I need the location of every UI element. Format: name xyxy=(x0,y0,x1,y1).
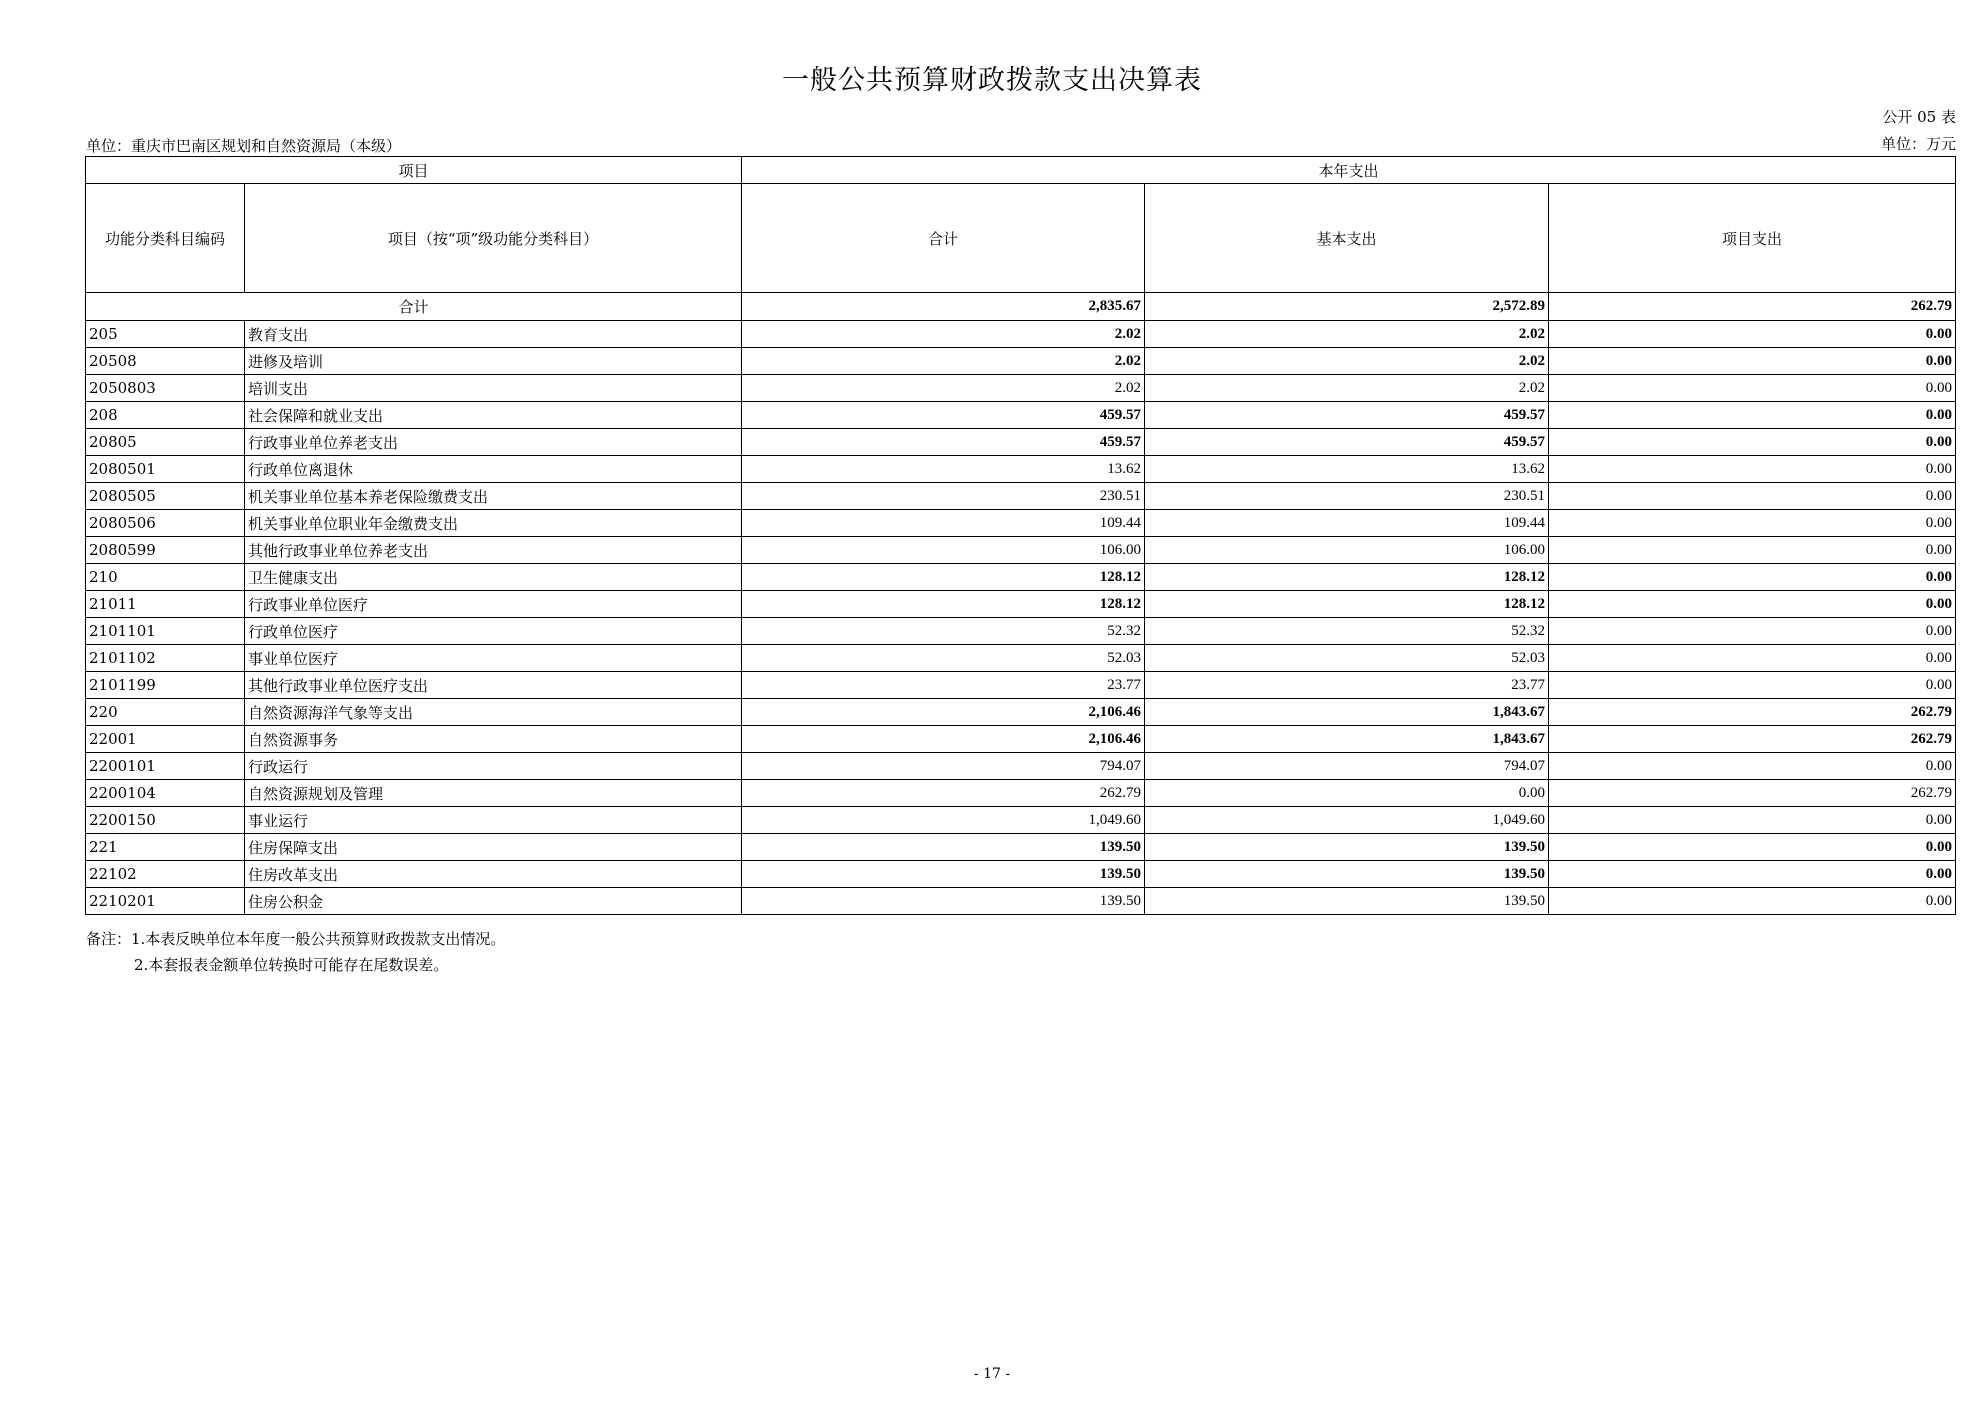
unit-organization: 单位：重庆市巴南区规划和自然资源局（本级） xyxy=(86,137,402,155)
row-project: 0.00 xyxy=(1549,348,1956,375)
row-basic: 139.50 xyxy=(1145,834,1549,861)
row-code: 208 xyxy=(86,402,245,429)
row-total: 128.12 xyxy=(742,591,1145,618)
table-row xyxy=(86,618,1956,645)
row-project: 0.00 xyxy=(1549,375,1956,402)
total-amount: 2,835.67 xyxy=(742,293,1145,321)
header-total: 合计 xyxy=(742,184,1145,293)
row-name: 行政运行 xyxy=(245,753,742,780)
row-total: 2,106.46 xyxy=(742,699,1145,726)
row-code: 20805 xyxy=(86,429,245,456)
row-total: 2.02 xyxy=(742,375,1145,402)
table-row xyxy=(86,402,1956,429)
row-project: 0.00 xyxy=(1549,807,1956,834)
table-row xyxy=(86,834,1956,861)
row-project: 0.00 xyxy=(1549,645,1956,672)
row-project: 0.00 xyxy=(1549,510,1956,537)
row-total: 109.44 xyxy=(742,510,1145,537)
row-total: 2.02 xyxy=(742,321,1145,348)
row-code: 22102 xyxy=(86,861,245,888)
row-total: 2.02 xyxy=(742,348,1145,375)
row-total: 459.57 xyxy=(742,402,1145,429)
table-row xyxy=(86,672,1956,699)
row-name: 进修及培训 xyxy=(245,348,742,375)
header-code: 功能分类科目编码 xyxy=(86,184,245,293)
row-project: 0.00 xyxy=(1549,483,1956,510)
row-code: 2080505 xyxy=(86,483,245,510)
row-total: 23.77 xyxy=(742,672,1145,699)
row-code: 2200104 xyxy=(86,780,245,807)
unit-currency: 单位：万元 xyxy=(1880,135,1956,153)
row-project: 0.00 xyxy=(1549,429,1956,456)
table-row xyxy=(86,537,1956,564)
row-name: 住房保障支出 xyxy=(245,834,742,861)
row-basic: 52.32 xyxy=(1145,618,1549,645)
row-code: 2080599 xyxy=(86,537,245,564)
row-name: 住房改革支出 xyxy=(245,861,742,888)
row-code: 2101199 xyxy=(86,672,245,699)
row-name: 事业运行 xyxy=(245,807,742,834)
row-code: 205 xyxy=(86,321,245,348)
row-project: 0.00 xyxy=(1549,591,1956,618)
row-project: 0.00 xyxy=(1549,537,1956,564)
row-name: 行政单位离退休 xyxy=(245,456,742,483)
row-total: 2,106.46 xyxy=(742,726,1145,753)
note-2: 2.本套报表金额单位转换时可能存在尾数误差。 xyxy=(134,956,449,974)
row-total: 262.79 xyxy=(742,780,1145,807)
row-name: 自然资源海洋气象等支出 xyxy=(245,699,742,726)
table-row xyxy=(86,861,1956,888)
row-code: 2080506 xyxy=(86,510,245,537)
table-row xyxy=(86,429,1956,456)
row-basic: 1,843.67 xyxy=(1145,726,1549,753)
header-row-1 xyxy=(86,157,1956,184)
note-1: 备注：1.本表反映单位本年度一般公共预算财政拨款支出情况。 xyxy=(86,930,506,948)
table-row xyxy=(86,780,1956,807)
row-project: 0.00 xyxy=(1549,672,1956,699)
total-row xyxy=(86,293,1956,321)
row-code: 2200101 xyxy=(86,753,245,780)
row-total: 13.62 xyxy=(742,456,1145,483)
header-basic: 基本支出 xyxy=(1145,184,1549,293)
row-project: 262.79 xyxy=(1549,780,1956,807)
table-row xyxy=(86,888,1956,915)
row-total: 139.50 xyxy=(742,834,1145,861)
row-name: 机关事业单位基本养老保险缴费支出 xyxy=(245,483,742,510)
row-project: 0.00 xyxy=(1549,321,1956,348)
header-name: 项目（按“项”级功能分类科目） xyxy=(245,184,742,293)
row-basic: 2.02 xyxy=(1145,348,1549,375)
row-basic: 2.02 xyxy=(1145,375,1549,402)
row-project: 0.00 xyxy=(1549,564,1956,591)
row-basic: 0.00 xyxy=(1145,780,1549,807)
row-total: 1,049.60 xyxy=(742,807,1145,834)
table-row xyxy=(86,375,1956,402)
row-basic: 2.02 xyxy=(1145,321,1549,348)
row-basic: 139.50 xyxy=(1145,861,1549,888)
total-project: 262.79 xyxy=(1549,293,1956,321)
row-basic: 459.57 xyxy=(1145,402,1549,429)
header-current-year: 本年支出 xyxy=(742,157,1956,184)
total-label: 合计 xyxy=(86,293,742,321)
table-row xyxy=(86,753,1956,780)
row-name: 行政事业单位养老支出 xyxy=(245,429,742,456)
row-project: 0.00 xyxy=(1549,861,1956,888)
row-basic: 106.00 xyxy=(1145,537,1549,564)
row-basic: 128.12 xyxy=(1145,564,1549,591)
table-row xyxy=(86,321,1956,348)
row-basic: 1,049.60 xyxy=(1145,807,1549,834)
page-number: - 17 - xyxy=(973,1366,1011,1382)
expenditure-table xyxy=(85,156,1956,915)
row-basic: 23.77 xyxy=(1145,672,1549,699)
table-row xyxy=(86,510,1956,537)
row-basic: 13.62 xyxy=(1145,456,1549,483)
row-total: 52.03 xyxy=(742,645,1145,672)
row-name: 事业单位医疗 xyxy=(245,645,742,672)
row-total: 139.50 xyxy=(742,888,1145,915)
row-project: 0.00 xyxy=(1549,834,1956,861)
row-basic: 794.07 xyxy=(1145,753,1549,780)
row-name: 自然资源事务 xyxy=(245,726,742,753)
row-code: 2101102 xyxy=(86,645,245,672)
row-total: 128.12 xyxy=(742,564,1145,591)
header-row-2 xyxy=(86,184,1956,293)
row-name: 社会保障和就业支出 xyxy=(245,402,742,429)
table-row xyxy=(86,591,1956,618)
total-basic: 2,572.89 xyxy=(1145,293,1549,321)
table-row xyxy=(86,699,1956,726)
row-code: 2050803 xyxy=(86,375,245,402)
row-total: 794.07 xyxy=(742,753,1145,780)
row-code: 210 xyxy=(86,564,245,591)
row-project: 0.00 xyxy=(1549,456,1956,483)
row-name: 机关事业单位职业年金缴费支出 xyxy=(245,510,742,537)
row-code: 2210201 xyxy=(86,888,245,915)
row-basic: 52.03 xyxy=(1145,645,1549,672)
row-project: 262.79 xyxy=(1549,699,1956,726)
row-name: 自然资源规划及管理 xyxy=(245,780,742,807)
row-name: 卫生健康支出 xyxy=(245,564,742,591)
row-name: 行政单位医疗 xyxy=(245,618,742,645)
page-title: 一般公共预算财政拨款支出决算表 xyxy=(782,65,1202,96)
row-code: 21011 xyxy=(86,591,245,618)
row-project: 0.00 xyxy=(1549,402,1956,429)
row-basic: 109.44 xyxy=(1145,510,1549,537)
row-basic: 128.12 xyxy=(1145,591,1549,618)
form-id: 公开 05 表 xyxy=(1882,108,1956,126)
row-name: 教育支出 xyxy=(245,321,742,348)
row-name: 其他行政事业单位养老支出 xyxy=(245,537,742,564)
row-code: 221 xyxy=(86,834,245,861)
table-row xyxy=(86,726,1956,753)
row-basic: 1,843.67 xyxy=(1145,699,1549,726)
row-total: 106.00 xyxy=(742,537,1145,564)
row-code: 2080501 xyxy=(86,456,245,483)
table-row xyxy=(86,807,1956,834)
row-total: 459.57 xyxy=(742,429,1145,456)
row-name: 行政事业单位医疗 xyxy=(245,591,742,618)
row-project: 0.00 xyxy=(1549,753,1956,780)
row-total: 139.50 xyxy=(742,861,1145,888)
table-row xyxy=(86,456,1956,483)
row-project: 0.00 xyxy=(1549,618,1956,645)
notes xyxy=(86,926,505,978)
row-code: 22001 xyxy=(86,726,245,753)
header-project: 项目 xyxy=(86,157,742,184)
row-total: 230.51 xyxy=(742,483,1145,510)
table-row xyxy=(86,645,1956,672)
table-row xyxy=(86,348,1956,375)
row-basic: 139.50 xyxy=(1145,888,1549,915)
row-name: 培训支出 xyxy=(245,375,742,402)
row-basic: 459.57 xyxy=(1145,429,1549,456)
row-total: 52.32 xyxy=(742,618,1145,645)
table-row xyxy=(86,564,1956,591)
row-code: 220 xyxy=(86,699,245,726)
row-code: 2200150 xyxy=(86,807,245,834)
row-project: 262.79 xyxy=(1549,726,1956,753)
row-code: 2101101 xyxy=(86,618,245,645)
row-code: 20508 xyxy=(86,348,245,375)
table-row xyxy=(86,483,1956,510)
row-basic: 230.51 xyxy=(1145,483,1549,510)
row-project: 0.00 xyxy=(1549,888,1956,915)
row-name: 其他行政事业单位医疗支出 xyxy=(245,672,742,699)
row-name: 住房公积金 xyxy=(245,888,742,915)
header-project-expense: 项目支出 xyxy=(1549,184,1956,293)
